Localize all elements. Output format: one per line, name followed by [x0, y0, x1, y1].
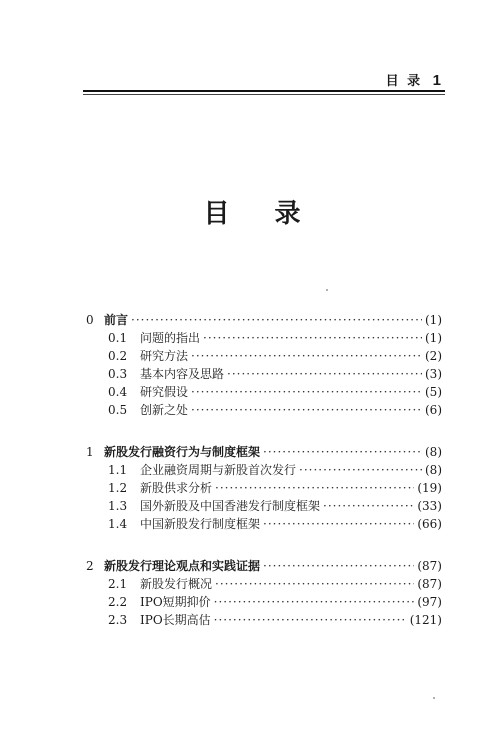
toc-entry-number: 0.5: [108, 403, 128, 417]
toc-section-entry: [86, 593, 442, 611]
toc-entry-number: 0.1: [108, 331, 128, 345]
toc-section-entry: [86, 515, 442, 533]
dot-leader: [215, 575, 414, 593]
toc-entry-page: (1): [425, 313, 442, 327]
toc-entry-title: 新股发行概况: [140, 577, 213, 591]
dot-leader: [191, 383, 422, 401]
toc-entry-title: 基本内容及思路: [140, 367, 225, 381]
dot-leader: [215, 479, 414, 497]
toc-section-entry: [86, 497, 442, 515]
toc-entry-title: 新股供求分析: [140, 481, 213, 495]
toc-entry-page: (87): [417, 577, 442, 591]
dot-leader: [214, 593, 415, 611]
toc-section-entry: [86, 329, 442, 347]
running-header: [83, 70, 443, 88]
toc-entry-title: 研究方法: [140, 349, 189, 363]
toc-entry-page: (97): [417, 595, 442, 609]
toc-entry-number: 2: [86, 559, 94, 573]
dot-leader: [263, 443, 422, 461]
toc-entry-title: 新股发行融资行为与制度框架: [104, 445, 261, 459]
dot-leader: [214, 611, 407, 629]
toc-entry-page: (1): [425, 331, 442, 345]
toc-entry-title: 中国新股发行制度框架: [140, 517, 261, 531]
toc-section-entry: [86, 347, 442, 365]
toc-section-entry: [86, 365, 442, 383]
dot-leader: [227, 365, 422, 383]
dot-leader: [323, 497, 414, 515]
toc-entry-page: (8): [425, 463, 442, 477]
toc-entry-page: (8): [425, 445, 442, 459]
toc-section-entry: [86, 401, 442, 419]
toc-section-entry: [86, 575, 442, 593]
toc-entry-page: (3): [425, 367, 442, 381]
page-number: 1: [432, 72, 443, 89]
toc-section-entry: [86, 611, 442, 629]
toc-entry-number: 1.3: [108, 499, 128, 513]
toc-entry-page: (121): [409, 613, 442, 627]
toc-entry-page: (87): [417, 559, 442, 573]
toc-entry-title: 前言: [104, 313, 129, 327]
toc-entry-page: (6): [425, 403, 442, 417]
table-of-contents: [86, 311, 442, 629]
toc-entry-title: 问题的指出: [140, 331, 201, 345]
toc-entry-number: 0: [86, 313, 94, 327]
toc-entry-number: 2.2: [108, 595, 128, 609]
toc-entry-title: IPO短期抑价: [140, 595, 211, 609]
toc-entry-title: 研究假设: [140, 385, 189, 399]
toc-entry-number: 1.1: [108, 463, 128, 477]
dot-leader: [263, 557, 414, 575]
toc-chapter-entry: [86, 557, 442, 575]
running-header-label: 目 录: [385, 74, 423, 89]
dot-leader: [131, 311, 422, 329]
toc-section-entry: [86, 479, 442, 497]
toc-chapter-entry: [86, 443, 442, 461]
toc-entry-number: 0.3: [108, 367, 128, 381]
scan-speck: [326, 289, 328, 291]
toc-entry-page: (33): [417, 499, 442, 513]
header-rule-thick: [83, 90, 445, 92]
toc-entry-number: 0.4: [108, 385, 128, 399]
dot-leader: [299, 461, 422, 479]
header-rule-thin: [83, 94, 445, 95]
toc-entry-page: (19): [417, 481, 442, 495]
toc-entry-number: 1.4: [108, 517, 128, 531]
toc-entry-number: 1: [86, 445, 94, 459]
page-title: 目 录: [203, 199, 319, 229]
toc-entry-number: 2.1: [108, 577, 128, 591]
toc-entry-page: (66): [417, 517, 442, 531]
toc-section-entry: [86, 461, 442, 479]
dot-leader: [191, 401, 422, 419]
toc-entry-number: 2.3: [108, 613, 128, 627]
toc-chapter-entry: [86, 311, 442, 329]
toc-entry-title: IPO长期高估: [140, 613, 211, 627]
toc-entry-title: 创新之处: [140, 403, 189, 417]
dot-leader: [191, 347, 422, 365]
toc-entry-number: 1.2: [108, 481, 128, 495]
toc-entry-title: 国外新股及中国香港发行制度框架: [140, 499, 321, 513]
scan-speck: [433, 697, 435, 699]
toc-entry-number: 0.2: [108, 349, 128, 363]
toc-entry-title: 新股发行理论观点和实践证据: [104, 559, 261, 573]
toc-entry-title: 企业融资周期与新股首次发行: [140, 463, 297, 477]
toc-section-entry: [86, 383, 442, 401]
dot-leader: [203, 329, 422, 347]
dot-leader: [263, 515, 414, 533]
toc-entry-page: (5): [425, 385, 442, 399]
toc-entry-page: (2): [425, 349, 442, 363]
